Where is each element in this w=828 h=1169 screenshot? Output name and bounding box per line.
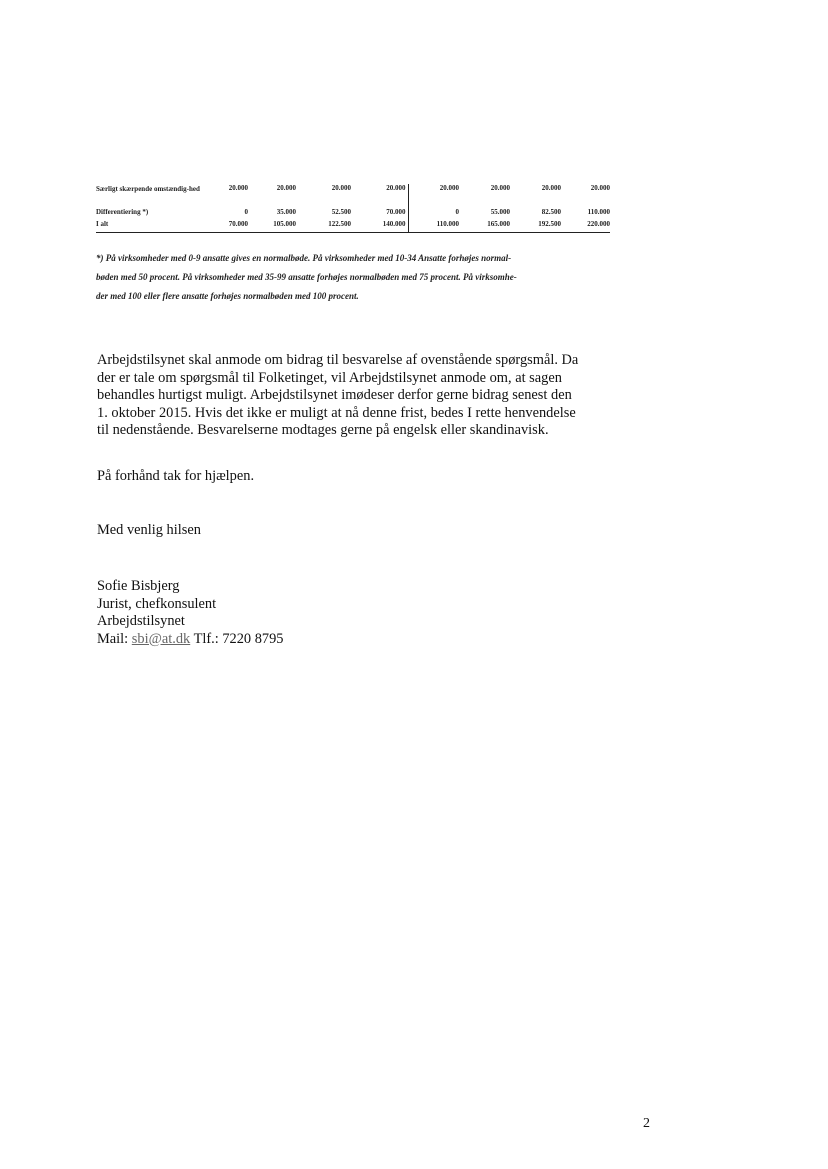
table-cell: 0 [244,208,248,216]
row-label: Differentiering *) [96,208,149,216]
table-cell: 122.500 [296,220,351,233]
table-cell: 20.000 [228,184,248,192]
table-cell: 20.000 [490,184,510,192]
body-line: Arbejdstilsynet skal anmode om bidrag til besvarelse af ovenstående spørgsmål. Da [97,352,579,368]
table-cell: 20.000 [590,184,610,192]
table-row [96,220,610,233]
footnote-line: *) På virksomheder med 0-9 ansatte gives en normalbøde. På virksomheder med 10-34 Ansatte forhøjes normal- [96,253,512,263]
row-label: Særligt skærpende omstændig-hed [96,185,200,193]
table-cell: 192.500 [510,220,561,233]
table-cell: 20.000 [439,184,459,192]
table-cell: 20.000 [541,184,561,192]
table-cell: 105.000 [248,220,296,233]
table-cell: 52.500 [331,208,351,216]
fine-table [96,184,610,233]
table-cell: 20.000 [276,184,296,192]
footnote-line: bøden med 50 procent. På virksomheder med 35-99 ansatte forhøjes normalbøden med 75 procent. På virksomhe- [96,272,517,282]
table-cell: 35.000 [276,208,296,216]
body-line: 1. oktober 2015. Hvis det ikke er muligt at nå denne frist, bedes I rette henvendelse [97,404,576,421]
footnote-line: der med 100 eller flere ansatte forhøjes normalbøden med 100 procent. [96,291,359,301]
table-cell: 165.000 [459,220,510,233]
table-cell: 20.000 [331,184,351,192]
body-line: til nedenstående. Besvarelserne modtages gerne på engelsk eller skandinavisk. [97,422,549,439]
table-cell: 70.000 [208,220,248,233]
table-cell: 110.000 [408,220,459,233]
table-cell: 220.000 [561,220,610,233]
table-footnote [96,249,616,306]
email-link[interactable]: sbi@at.dk [131,630,191,647]
page-number: 2 [643,1116,650,1131]
table-cell: 55.000 [490,208,510,216]
table-cell: 0 [455,208,459,216]
table-row [96,208,610,220]
signature-title: Jurist, chefkonsulent [97,595,217,612]
body-paragraph [97,352,617,440]
body-line: behandles hurtigst muligt. Arbejdstilsynet imødeser derfor gerne bidrag senest den [97,387,572,404]
signature-name: Sofie Bisbjerg [97,578,180,594]
table-cell: 82.500 [541,208,561,216]
table-cell: 70.000 [351,208,408,220]
signature-org: Arbejdstilsynet [97,613,185,629]
row-label: I alt [96,220,208,233]
contact-line [97,631,284,649]
signature-block [97,578,284,648]
table-cell: 110.000 [587,208,610,216]
body-line: der er tale om spørgsmål til Folketinget, vil Arbejdstilsynet anmode om, at sagen [97,369,562,386]
table-row [96,184,610,198]
table-cell: 20.000 [351,184,408,208]
thanks-line: På forhånd tak for hjælpen. [97,468,255,484]
closing-line: Med venlig hilsen [97,522,201,538]
table-cell: 140.000 [351,220,408,233]
mail-label: Mail: [97,630,129,647]
phone-text: Tlf.: 7220 8795 [193,630,284,647]
